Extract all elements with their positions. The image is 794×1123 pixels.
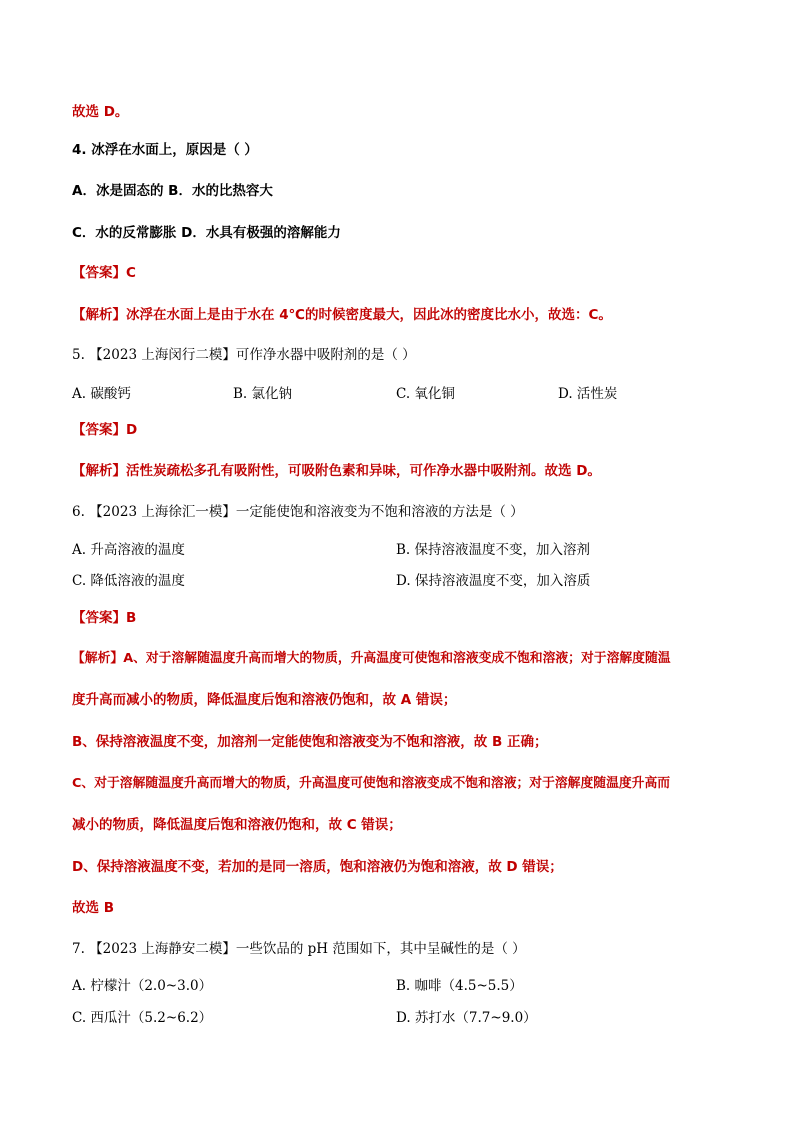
- question-6-answer: 【答案】B: [72, 610, 137, 626]
- question-6-option-b: B. 保持溶液温度不变，加入溶剂: [396, 542, 591, 558]
- question-7-stem: 7. 【2023 上海静安二模】一些饮品的 pH 范围如下，其中呈碱性的是（ ）: [72, 941, 526, 957]
- question-6-stem: 6. 【2023 上海徐汇一模】一定能使饱和溶液变为不饱和溶液的方法是（ ）: [72, 504, 524, 520]
- question-5-option-b: B. 氯化钠: [233, 386, 293, 402]
- previous-conclusion: 故选 D。: [72, 104, 129, 120]
- question-6-conclusion: 故选 B: [72, 900, 114, 916]
- question-4-stem: 4. 冰浮在水面上，原因是（ ）: [72, 142, 258, 158]
- question-7-option-a: A. 柠檬汁（2.0~3.0）: [72, 978, 213, 994]
- question-6-option-a: A. 升高溶液的温度: [72, 542, 185, 558]
- question-4-options-1: A．冰是固态的 B．水的比热容大: [72, 183, 273, 199]
- question-5-option-c: C. 氧化铜: [396, 386, 455, 402]
- question-7-option-b: B. 咖啡（4.5~5.5）: [396, 978, 523, 994]
- question-6-option-d: D. 保持溶液温度不变，加入溶质: [396, 573, 591, 589]
- question-4-options-2: C．水的反常膨胀 D．水具有极强的溶解能力: [72, 225, 341, 241]
- question-5-option-d: D. 活性炭: [558, 386, 618, 402]
- question-6-option-c: C. 降低溶液的温度: [72, 573, 185, 589]
- question-4-answer: 【答案】C: [72, 265, 136, 281]
- question-5-stem: 5. 【2023 上海闵行二模】可作净水器中吸附剂的是（ ）: [72, 347, 416, 363]
- question-6-analysis-3: B、保持溶液温度不变，加溶剂一定能使饱和溶液变为不饱和溶液，故 B 正确；: [72, 734, 548, 750]
- question-5-analysis: 【解析】活性炭疏松多孔有吸附性，可吸附色素和异味，可作净水器中吸附剂。故选 D。: [72, 463, 601, 479]
- question-7-option-d: D. 苏打水（7.7~9.0）: [396, 1010, 537, 1026]
- question-6-analysis-4: C、对于溶解随温度升高而增大的物质，升高温度可使饱和溶液变成不饱和溶液；对于溶解度随温度升高而: [72, 776, 671, 791]
- question-6-analysis-6: D、保持溶液温度不变，若加的是同一溶质，饱和溶液仍为饱和溶液，故 D 错误；: [72, 859, 563, 875]
- question-6-analysis-5: 减小的物质，降低温度后饱和溶液仍饱和，故 C 错误；: [72, 817, 402, 833]
- question-6-analysis-2: 度升高而减小的物质，降低温度后饱和溶液仍饱和，故 A 错误；: [72, 692, 457, 708]
- question-6-analysis-1: 【解析】A、对于溶解随温度升高而增大的物质，升高温度可使饱和溶液变成不饱和溶液；对于溶解度随温: [72, 651, 671, 666]
- question-5-answer: 【答案】D: [72, 422, 138, 438]
- question-4-analysis: 【解析】冰浮在水面上是由于水在 4℃的时候密度最大，因此冰的密度比水小，故选：C。: [72, 307, 612, 323]
- question-7-option-c: C. 西瓜汁（5.2~6.2）: [72, 1010, 213, 1026]
- question-5-option-a: A. 碳酸钙: [72, 386, 131, 402]
